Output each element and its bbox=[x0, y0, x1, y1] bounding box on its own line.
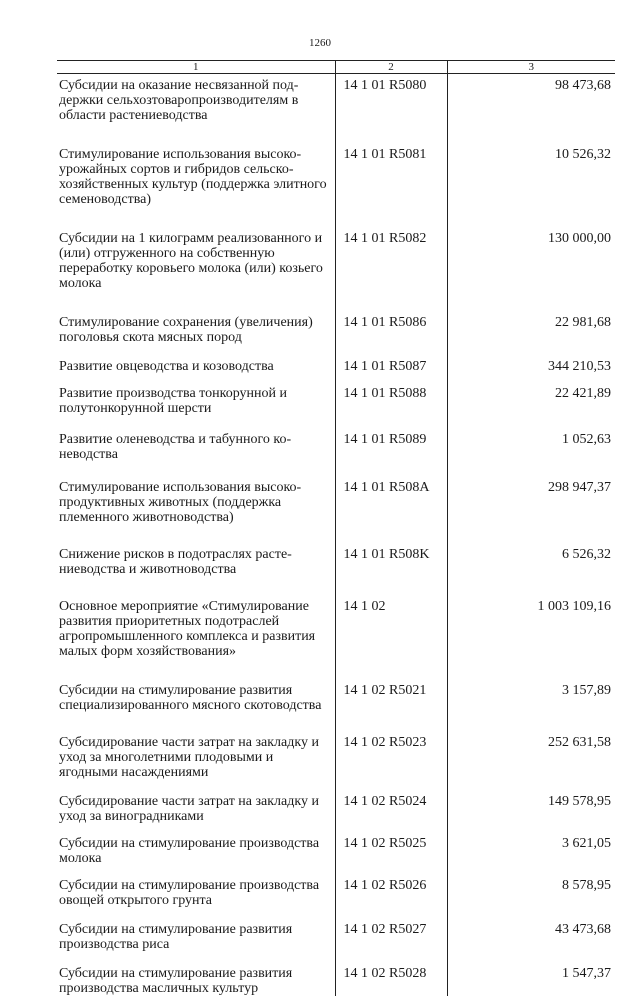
table-row bbox=[57, 683, 615, 735]
row-code: 14 1 01 R5082 bbox=[335, 231, 447, 315]
row-code: 14 1 01 R5089 bbox=[335, 432, 447, 480]
table-row bbox=[57, 966, 615, 996]
column-header-2: 2 bbox=[335, 61, 447, 74]
row-amount: 6 526,32 bbox=[447, 547, 615, 599]
row-name: Развитие оленеводства и табунного коневодства bbox=[59, 432, 292, 462]
row-code: 14 1 01 R508A bbox=[335, 480, 447, 547]
row-name: Стимулирование сохранения (увеличения) поголовья скота мясных пород bbox=[59, 315, 313, 345]
row-code: 14 1 01 R5086 bbox=[335, 315, 447, 359]
table-row bbox=[57, 836, 615, 878]
row-amount: 10 526,32 bbox=[447, 147, 615, 231]
row-amount: 1 052,63 bbox=[447, 432, 615, 480]
table-row bbox=[57, 432, 615, 480]
table-row bbox=[57, 794, 615, 836]
row-amount: 22 981,68 bbox=[447, 315, 615, 359]
row-amount: 1 003 109,16 bbox=[447, 599, 615, 683]
table-row bbox=[57, 547, 615, 599]
row-name: Субсидии на стимулирование развития производства риса bbox=[59, 922, 293, 952]
row-name: Основное мероприятие «Стимулирование развития приоритетных подотраслей агропромышленного комплекса и развития малых форм хозяйствования» bbox=[59, 599, 316, 659]
row-code: 14 1 02 R5025 bbox=[335, 836, 447, 878]
row-code: 14 1 01 R5081 bbox=[335, 147, 447, 231]
row-name: Субсидирование части затрат на закладку и уход за многолетними плодовыми и ягодными насаждениями bbox=[59, 735, 319, 780]
table-row bbox=[57, 231, 615, 315]
budget-table bbox=[57, 60, 615, 996]
row-code: 14 1 02 R5026 bbox=[335, 878, 447, 922]
table-row bbox=[57, 735, 615, 794]
table-row bbox=[57, 78, 615, 147]
row-name: Субсидирование части затрат на закладку и уход за виноградниками bbox=[59, 794, 319, 824]
row-name: Субсидии на стимулирование производства овощей открытого грунта bbox=[59, 878, 320, 908]
row-name: Субсидии на 1 килограмм реализованного и (или) отгруженного на собственную переработку коровьего молока (или) козьего молока bbox=[59, 231, 323, 291]
table-row bbox=[57, 147, 615, 231]
row-amount: 298 947,37 bbox=[447, 480, 615, 547]
row-name: Развитие производства тонкорунной и полутонкорунной шерсти bbox=[59, 386, 287, 416]
table-row bbox=[57, 599, 615, 683]
row-code: 14 1 01 R5088 bbox=[335, 386, 447, 432]
table-row bbox=[57, 480, 615, 547]
row-name: Стимулирование использования высокопродуктивных животных (поддержка племенного животноводства) bbox=[59, 480, 302, 525]
page-number: 1260 bbox=[309, 37, 331, 49]
row-code: 14 1 02 R5024 bbox=[335, 794, 447, 836]
row-amount: 149 578,95 bbox=[447, 794, 615, 836]
table-row bbox=[57, 922, 615, 966]
table-row bbox=[57, 315, 615, 359]
column-header-3: 3 bbox=[447, 61, 615, 74]
row-name: Субсидии на стимулирование развития производства масличных культур bbox=[59, 966, 293, 996]
row-name: Стимулирование использования высокоурожайных сортов и гибридов сельскохозяйственных культур (поддержка элитного семеноводства) bbox=[59, 147, 327, 207]
row-amount: 98 473,68 bbox=[447, 78, 615, 147]
row-amount: 8 578,95 bbox=[447, 878, 615, 922]
row-name: Субсидии на стимулирование развития специализированного мясного скотоводства bbox=[59, 683, 322, 713]
row-amount: 22 421,89 bbox=[447, 386, 615, 432]
row-amount: 43 473,68 bbox=[447, 922, 615, 966]
row-amount: 344 210,53 bbox=[447, 359, 615, 386]
row-amount: 1 547,37 bbox=[447, 966, 615, 996]
table-row bbox=[57, 386, 615, 432]
row-name: Субсидии на оказание несвязанной поддержки сельхозтоваропроизводителям в области растениеводства bbox=[59, 78, 299, 123]
row-amount: 3 621,05 bbox=[447, 836, 615, 878]
row-name: Развитие овцеводства и козоводства bbox=[59, 359, 274, 374]
row-amount: 130 000,00 bbox=[447, 231, 615, 315]
row-code: 14 1 02 bbox=[335, 599, 447, 683]
row-code: 14 1 02 R5021 bbox=[335, 683, 447, 735]
row-code: 14 1 01 R5087 bbox=[335, 359, 447, 386]
row-amount: 252 631,58 bbox=[447, 735, 615, 794]
row-code: 14 1 01 R508K bbox=[335, 547, 447, 599]
row-code: 14 1 02 R5027 bbox=[335, 922, 447, 966]
row-amount: 3 157,89 bbox=[447, 683, 615, 735]
column-header-1: 1 bbox=[57, 61, 335, 74]
table-header-row bbox=[57, 61, 615, 74]
table-row bbox=[57, 878, 615, 922]
row-name: Снижение рисков в подотраслях растениеводства и животноводства bbox=[59, 547, 292, 577]
table-row bbox=[57, 359, 615, 386]
row-code: 14 1 01 R5080 bbox=[335, 78, 447, 147]
row-name: Субсидии на стимулирование производства молока bbox=[59, 836, 320, 866]
row-code: 14 1 02 R5028 bbox=[335, 966, 447, 996]
row-code: 14 1 02 R5023 bbox=[335, 735, 447, 794]
